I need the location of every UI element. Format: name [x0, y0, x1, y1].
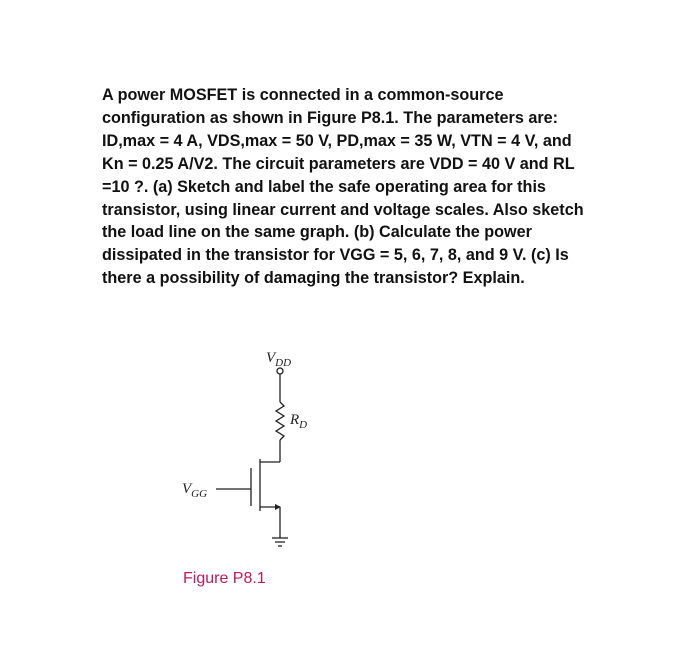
figure-caption: Figure P8.1 — [183, 570, 266, 587]
vdd-label: $V_{DD}$ — [266, 350, 292, 369]
vgg-label: $V_{GG}$ — [182, 481, 208, 500]
rd-label: $R_D$ — [290, 412, 308, 431]
circuit-diagram — [170, 340, 350, 570]
ground-icon — [272, 538, 288, 546]
drain-resistor — [276, 402, 284, 440]
problem-statement: A power MOSFET is connected in a common-source configuration as shown in Figure P8.1. The parameters are: ID,max = 4 A, VDS,max = 50 V, PD,max = 35 W, VTN = 4 V, and Kn = 0.25 A/V2. The circuit parameters are VDD = 40 V and RL =10 ?. (a) Sketch and label the safe operating area for this transistor, using linear current and voltage scales. Also sketch the load line on the same graph. (b) Calculate the power dissipated in the transistor for VGG = 5, 6, 7, 8, and 9 V. (c) Is there a possibility of damaging the transistor? Explain. — [102, 86, 584, 288]
